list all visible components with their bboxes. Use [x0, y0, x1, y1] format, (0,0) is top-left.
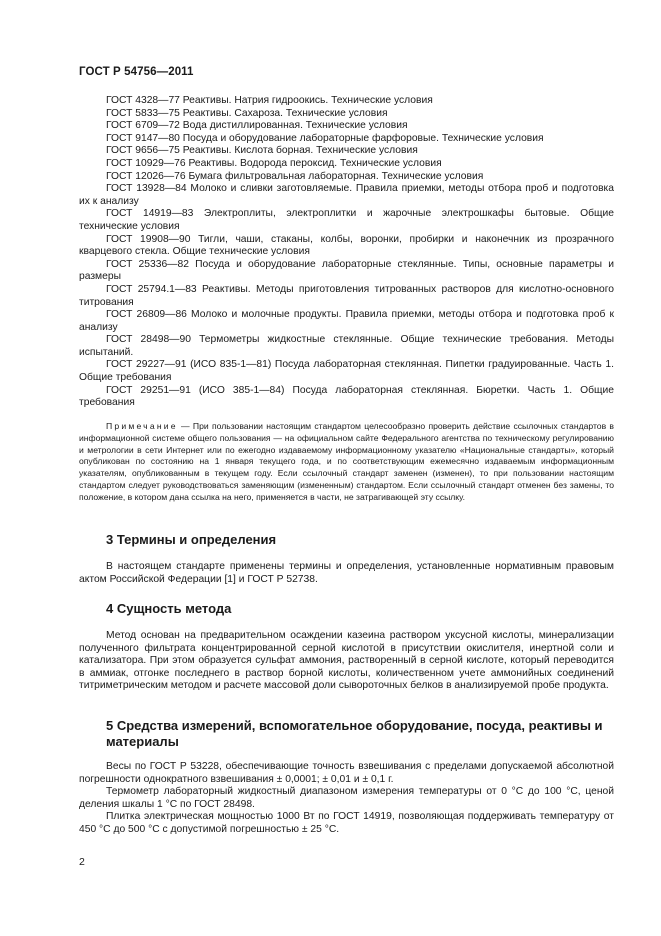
reference-item: ГОСТ 13928—84 Молоко и сливки заготовляемые. Правила приемки, методы отбора проб и подготовка их к анализу [79, 183, 614, 207]
reference-item: ГОСТ 9147—80 Посуда и оборудование лабораторные фарфоровые. Технические условия [106, 132, 544, 144]
section-4-paragraph: Метод основан на предварительном осаждении казеина раствором уксусной кислоты, минерализации полученного фильтрата концентрированной серной кислотой в присутствии окислителя, инертной соли и катализатора. При этом образуется сульфат аммония, растворенный в серной кислоте, который переводится в аммиак, отгонке последнего в раствор борной кислоты, количественном учете аммонийных соединений титриметрическим методом и расчете массовой доли сывороточных белков в анализируемой пробе продукта. [79, 630, 614, 692]
section-5-title: 5 Средства измерений, вспомогательное оборудование, посуда, реактивы и материалы [106, 718, 603, 749]
note-paragraph [79, 421, 614, 504]
section-3-paragraph: В настоящем стандарте применены термины и определения, установленные нормативным правовым актом Российской Федерации [1] и ГОСТ Р 52738. [79, 561, 614, 585]
section-4-body [79, 630, 614, 693]
section-5-body [79, 761, 614, 837]
section-4-title: 4 Сущность метода [106, 601, 232, 616]
reference-item: ГОСТ 6709—72 Вода дистиллированная. Технические условия [106, 120, 408, 132]
reference-item: ГОСТ 28498—90 Термометры жидкостные стеклянные. Общие технические требования. Методы испытаний. [79, 334, 614, 358]
reference-item: ГОСТ 29227—91 (ИСО 835-1—81) Посуда лабораторная стеклянная. Пипетки градуированные. Часть 1. Общие требования [79, 359, 614, 384]
reference-item: ГОСТ 25794.1—83 Реактивы. Методы приготовления титрованных растворов для кислотно-основного титрования [79, 283, 614, 308]
reference-item: ГОСТ 4328—77 Реактивы. Натрия гидроокись. Технические условия [106, 95, 433, 106]
note-label: Примечание [106, 421, 178, 431]
normative-references-list [79, 95, 614, 410]
section-3-title: 3 Термины и определения [106, 532, 277, 547]
reference-item: ГОСТ 12026—76 Бумага фильтровальная лабораторная. Технические условия [106, 170, 484, 182]
reference-item: ГОСТ 25336—82 Посуда и оборудование лабораторные стеклянные. Типы, основные параметры и размеры [79, 258, 614, 283]
reference-item: ГОСТ 19908—90 Тигли, чаши, стаканы, колбы, воронки, пробирки и наконечник из прозрачного кварцевого стекла. Общие технические условия [79, 233, 614, 258]
note-text: — При пользовании настоящим стандартом целесообразно проверить действие ссылочных стандартов в информационной системе общего пользования — на официальном сайте Федерального агентства по техническому регулированию и метрологии в сети Интернет или по ежегодно издаваемому информационному указателю «Национальные стандарты», который опубликован по состоянию на 1 января текущего года, и по соответствующим ежемесячно издаваемым информационным указателям, опубликованным в текущем году. Если ссылочный стандарт заменен (изменен), то при пользовании настоящим стандартом следует руководствоваться заменяющим (измененным) стандартом. Если ссылочный стандарт отменен без замены, то положение, в котором дана ссылка на него, применяется в части, не затрагивающей эту ссылку. [79, 421, 614, 502]
section-5-paragraph: Термометр лабораторный жидкостный диапазоном измерения температуры от 0 °С до 100 °С, ценой деления шкалы 1 °С по ГОСТ 28498. [79, 786, 614, 810]
reference-item: ГОСТ 10929—76 Реактивы. Водорода пероксид. Технические условия [106, 157, 442, 169]
reference-item: ГОСТ 5833—75 Реактивы. Сахароза. Технические условия [106, 107, 388, 119]
section-3-body [79, 561, 614, 586]
reference-item: ГОСТ 26809—86 Молоко и молочные продукты. Правила приемки, методы отбора и подготовка проб к анализу [79, 309, 614, 333]
reference-item: ГОСТ 14919—83 Электроплиты, электроплитки и жарочные электрошкафы бытовые. Общие технические условия [79, 208, 614, 232]
reference-item: ГОСТ 29251—91 (ИСО 385-1—84) Посуда лабораторная стеклянная. Бюретки. Часть 1. Общие требования [79, 384, 614, 409]
page-header: ГОСТ Р 54756—2011 [79, 66, 194, 78]
section-5-paragraph: Весы по ГОСТ Р 53228, обеспечивающие точность взвешивания с пределами допускаемой абсолютной погрешности однократного взвешивания ± 0,0001; ± 0,01 и ± 0,1 г. [79, 761, 614, 785]
section-5-paragraph: Плитка электрическая мощностью 1000 Вт по ГОСТ 14919, позволяющая поддерживать температуру от 450 °С до 500 °С с допустимой погрешностью ± 25 °С. [79, 811, 614, 835]
reference-item: ГОСТ 9656—75 Реактивы. Кислота борная. Технические условия [106, 145, 418, 157]
page-number: 2 [79, 856, 85, 868]
